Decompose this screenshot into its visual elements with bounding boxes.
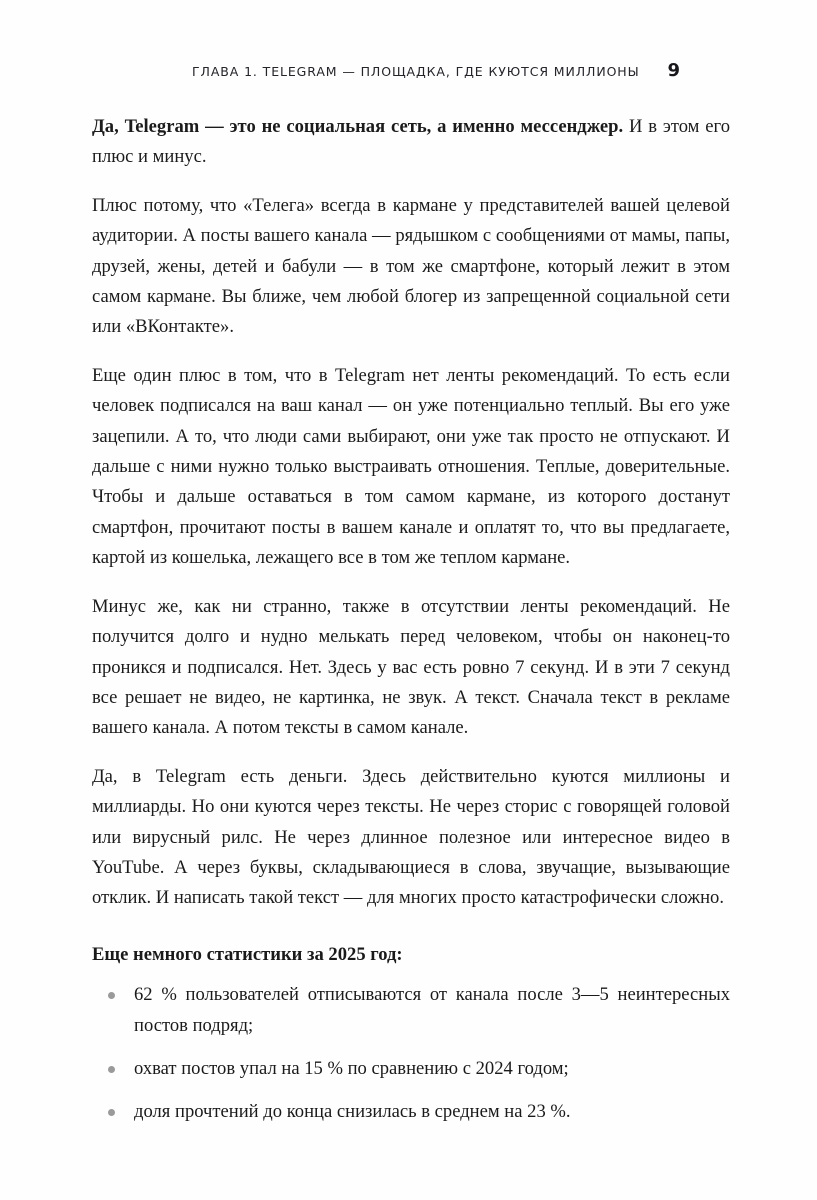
lead-paragraph (92, 112, 730, 173)
statistics-list (92, 980, 730, 1128)
list-item (92, 980, 730, 1041)
statistics-subheading: Еще немного статистики за 2025 год: (92, 943, 403, 965)
list-item-text: охват постов упал на 15 % по сравнению с 2024 годом; (134, 1057, 569, 1079)
paragraph-4: Да, в Telegram есть деньги. Здесь действительно куются миллионы и миллиарды. Но они куются через тексты. Не через сторис с говорящей головой или вирусный рилс. Не через длинное полезное или интересное видео в YouTube. А через буквы, складывающиеся в слова, звучащие, вызывающие отклик. И написать такой текст — для многих просто катастрофически сложно. (92, 765, 730, 909)
list-item-text: доля прочтений до конца снизилась в среднем на 23 %. (134, 1101, 571, 1123)
page-number: 9 (667, 60, 681, 81)
bullet-dot-icon (108, 1109, 115, 1116)
lead-bold-run: Да, Telegram — это не социальная сеть, а именно мессенджер. (92, 116, 624, 137)
bullet-dot-icon (108, 992, 115, 999)
bullet-dot-icon (108, 1066, 115, 1073)
paragraph-2: Еще один плюс в том, что в Telegram нет ленты рекомендаций. То есть если человек подписался на ваш канал — он уже потенциально теплый. Вы его уже зацепили. А то, что люди сами выбирают, они уже так просто не отпускают. И дальше с ними нужно только выстраивать отношения. Теплые, доверительные. Чтобы и дальше оставаться в том самом кармане, из которого достанут смартфон, прочитают посты в вашем канале и оплатят то, что вы предлагаете, картой из кошелька, лежащего все в том же теплом кармане. (92, 364, 730, 569)
paragraph-3: Минус же, как ни странно, также в отсутствии ленты рекомендаций. Не получится долго и нудно мелькать перед человеком, чтобы он наконец-то проникся и подписался. Нет. Здесь у вас есть ровно 7 секунд. И в эти 7 секунд все решает не видео, не картинка, не звук. А текст. Сначала текст в рекламе вашего канала. А потом тексты в самом канале. (92, 595, 730, 739)
chapter-running-title: ГЛАВА 1. TELEGRAM — ПЛОЩАДКА, ГДЕ КУЮТСЯ МИЛЛИОНЫ (192, 64, 640, 79)
running-head (92, 60, 725, 81)
list-item (92, 1097, 730, 1127)
list-item-text: 62 % пользователей отписываются от канала после 3—5 неинтересных постов подряд; (134, 984, 730, 1036)
paragraph-1: Плюс потому, что «Телега» всегда в кармане у представителей вашей целевой аудитории. А посты вашего канала — рядышком с сообщениями от мамы, папы, друзей, жены, детей и бабули — в том же смартфоне, который лежит в этом самом кармане. Вы ближе, чем любой блогер из запрещенной социальной сети или «ВКонтакте». (92, 194, 730, 338)
list-item (92, 1054, 730, 1084)
lead-rest-run: И в этом его плюс и минус. (92, 116, 730, 168)
body-text-column (92, 112, 730, 1141)
